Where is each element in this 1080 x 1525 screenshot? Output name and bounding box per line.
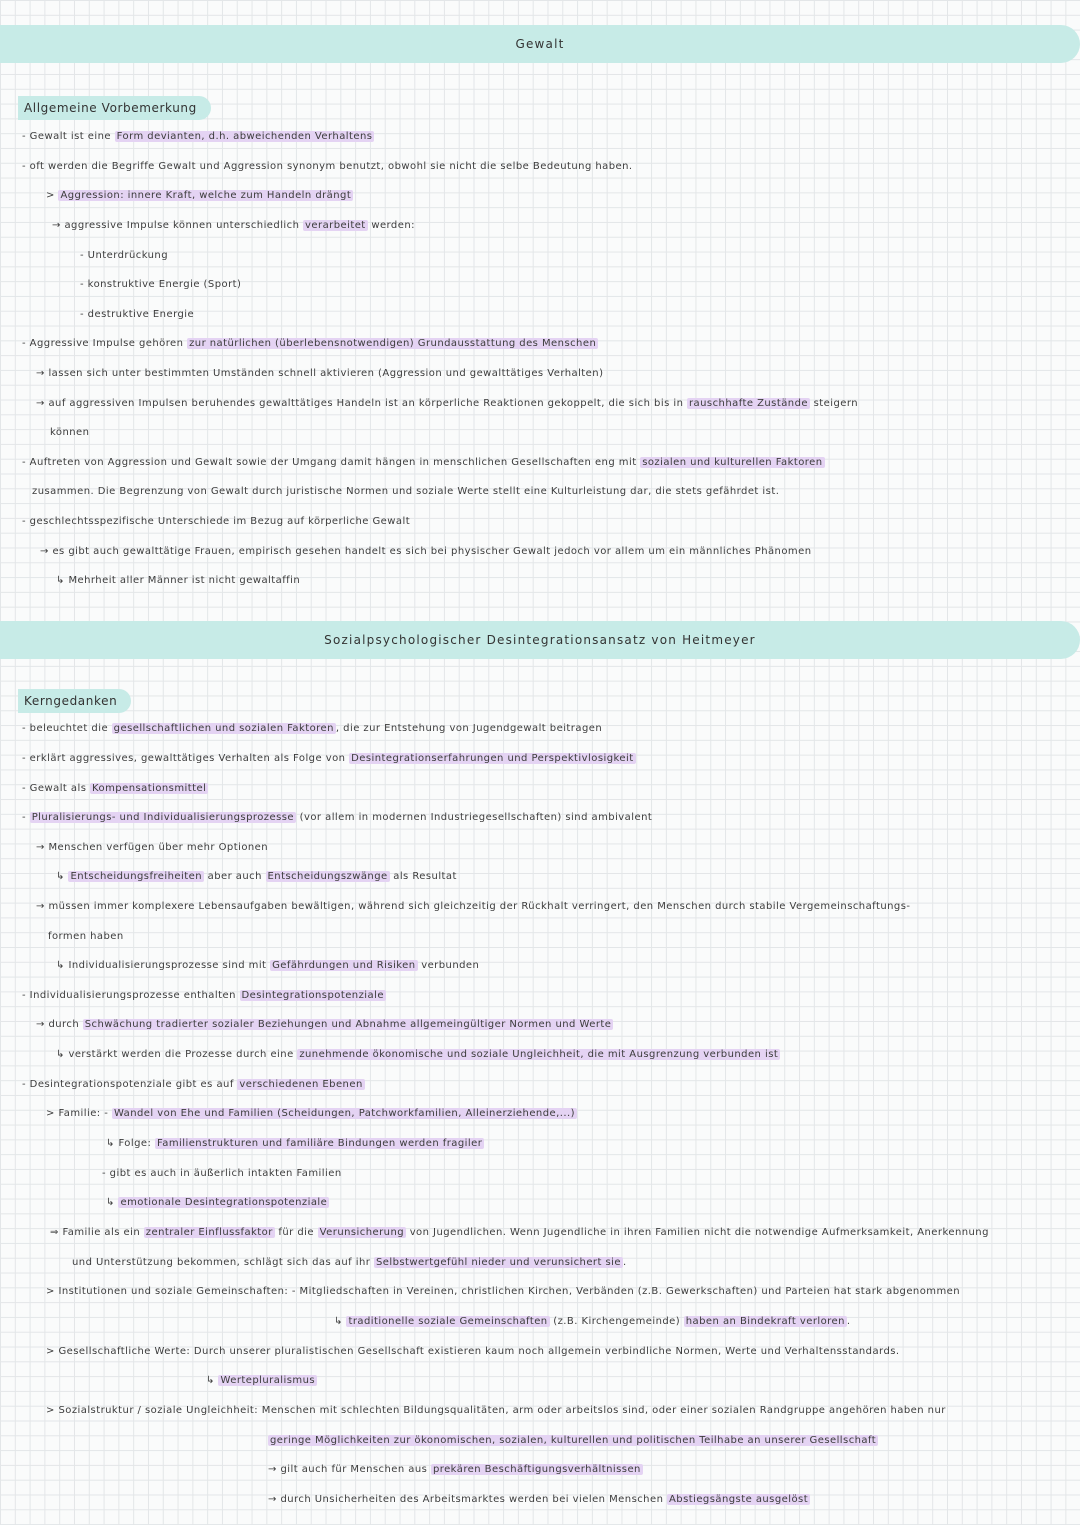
highlighted-text: prekären Beschäftigungsverhältnissen (432, 1464, 641, 1475)
note-line (22, 782, 208, 796)
note-line (36, 397, 858, 411)
note-text: . (623, 1257, 627, 1268)
highlighted-text: Entscheidungsfreiheiten (70, 871, 202, 882)
note-text: → durch (36, 1019, 83, 1030)
highlighted-text: geringe Möglichkeiten zur ökonomischen, sozialen, kulturellen und politischen Teilhabe an unserer Gesellschaft (270, 1435, 877, 1446)
note-text: können (50, 427, 90, 438)
note-text: - konstruktive Energie (Sport) (80, 279, 242, 290)
note-line (52, 219, 415, 233)
section-title: Gewalt (515, 37, 565, 51)
note-line (50, 426, 89, 440)
note-text: → es gibt auch gewalttätige Frauen, empirisch gesehen handelt es sich bei physischer Gewalt jedoch vor allem um ein männliches Phänomen (40, 546, 812, 557)
note-line (22, 160, 633, 174)
note-line (22, 752, 636, 766)
note-line (22, 989, 386, 1003)
highlighted-text: Familienstrukturen und familiäre Bindungen werden fragiler (156, 1138, 483, 1149)
note-line (72, 1256, 627, 1270)
note-text: ↳ Mehrheit aller Männer ist nicht gewaltaffin (56, 575, 301, 586)
note-line (22, 515, 410, 529)
subheading-kerngedanken: Kerngedanken (18, 689, 131, 713)
note-text: - Aggressive Impulse gehören (22, 338, 188, 349)
section-banner-heitmeyer (0, 621, 1080, 659)
note-line (268, 1463, 643, 1477)
note-text: - Auftreten von Aggression und Gewalt sowie der Umgang damit hängen in menschlichen Gesellschaften eng mit (22, 457, 641, 468)
note-text: - gibt es auch in äußerlich intakten Familien (102, 1168, 342, 1179)
note-line (22, 456, 825, 470)
note-line (334, 1315, 851, 1329)
note-line (22, 337, 598, 351)
note-line (50, 1226, 989, 1240)
note-text: . (846, 1316, 851, 1327)
note-line (46, 1345, 900, 1359)
note-text: > (46, 190, 59, 201)
note-line (36, 841, 268, 855)
note-text: von Jugendlichen. Wenn Jugendliche in ihren Familien nicht die notwendige Aufmerksamkeit, Anerkennung (406, 1227, 989, 1238)
section-title: Sozialpsychologischer Desintegrationsansatz von Heitmeyer (324, 633, 756, 647)
highlighted-text: Verunsicherung (319, 1227, 405, 1238)
note-text: - (22, 812, 30, 823)
note-line (56, 870, 457, 884)
note-text: - beleuchtet die (22, 723, 112, 734)
note-text: - oft werden die Begriffe Gewalt und Aggression synonym benutzt, obwohl sie nicht die selbe Bedeutung haben. (22, 161, 633, 172)
note-line (268, 1493, 810, 1507)
note-text: - Gewalt ist eine (22, 131, 115, 142)
note-text: > Institutionen und soziale Gemeinschaften: - Mitgliedschaften in Vereinen, christlichen Kirchen, Verbänden (z.B. Gewerkschaften) und Parteien hat stark abgenommen (46, 1286, 961, 1297)
highlighted-text: Kompensationsmittel (92, 783, 207, 794)
note-text: - erklärt aggressives, gewalttätiges Verhalten als Folge von (22, 753, 350, 764)
note-line (22, 1078, 365, 1092)
note-line (56, 1048, 780, 1062)
note-text: ↳ (334, 1316, 347, 1327)
note-line (36, 900, 910, 914)
highlighted-text: haben an Bindekraft verloren (685, 1316, 845, 1327)
note-line (80, 278, 241, 292)
note-line (268, 1434, 878, 1448)
note-text: > Familie: - (46, 1108, 112, 1119)
highlighted-text: verarbeitet (305, 220, 366, 231)
section-banner-gewalt (0, 25, 1080, 63)
note-line (32, 485, 779, 499)
note-text: steigern (809, 398, 859, 409)
highlighted-text: emotionale Desintegrationspotenziale (120, 1197, 328, 1208)
highlighted-text: zunehmende ökonomische und soziale Ungleichheit, die mit Ausgrenzung verbunden ist (299, 1049, 779, 1060)
note-line (102, 1167, 342, 1181)
note-text: formen haben (48, 931, 124, 942)
note-text: ↳ (56, 871, 69, 882)
note-text: (vor allem in modernen Industriegesellschaften) sind ambivalent (296, 812, 653, 823)
note-text: (z.B. Kirchengemeinde) (549, 1316, 684, 1327)
note-text: aber auch (203, 871, 266, 882)
note-text: verbunden (417, 960, 480, 971)
note-line (36, 1018, 613, 1032)
highlighted-text: Pluralisierungs- und Individualisierungsprozesse (31, 812, 295, 823)
note-text: - Desintegrationspotenziale gibt es auf (22, 1079, 238, 1090)
highlighted-text: Wandel von Ehe und Familien (Scheidungen, Patchworkfamilien, Alleinerziehende,...) (113, 1108, 575, 1119)
note-line (80, 308, 194, 322)
note-text: → aggressive Impulse können unterschiedlich (52, 220, 304, 231)
note-text: → auf aggressiven Impulsen beruhendes gewalttätiges Handeln ist an körperliche Reaktionen gekoppelt, die sich bis in (36, 398, 687, 409)
highlighted-text: rauschhafte Zustände (689, 398, 808, 409)
note-text: ↳ (106, 1197, 119, 1208)
highlighted-text: Selbstwertgefühl nieder und verunsichert sie (375, 1257, 621, 1268)
note-text: ⇒ Familie als ein (50, 1227, 144, 1238)
note-line (106, 1196, 329, 1210)
note-line (22, 811, 652, 825)
note-text: > Gesellschaftliche Werte: Durch unserer pluralistischen Gesellschaft existieren kaum noch allgemein verbindliche Normen, Werte und Verhaltensstandards. (46, 1346, 900, 1357)
note-text: → müssen immer komplexere Lebensaufgaben bewältigen, während sich gleichzeitig der Rückhalt verringert, den Menschen durch stabile Vergemeinschaftungs- (36, 901, 911, 912)
note-text: ↳ Individualisierungsprozesse sind mit (56, 960, 271, 971)
note-line (46, 189, 353, 203)
note-text: - geschlechtsspezifische Unterschiede im Bezug auf körperliche Gewalt (22, 516, 411, 527)
note-text: zusammen. Die Begrenzung von Gewalt durch juristische Normen und soziale Werte stellt eine Kulturleistung dar, die stets gefährdet ist. (32, 486, 780, 497)
note-line (106, 1137, 484, 1151)
note-line (46, 1404, 946, 1418)
highlighted-text: Form devianten, d.h. abweichenden Verhaltens (116, 131, 373, 142)
note-text: → lassen sich unter bestimmten Umständen schnell aktivieren (Aggression und gewalttätiges Verhalten) (36, 368, 604, 379)
note-text: → gilt auch für Menschen aus (268, 1464, 431, 1475)
highlighted-text: Abstiegsängste ausgelöst (668, 1494, 809, 1505)
highlighted-text: verschiedenen Ebenen (239, 1079, 363, 1090)
note-line (206, 1374, 317, 1388)
subheading-allgemeine-vorbemerkung: Allgemeine Vorbemerkung (18, 96, 211, 120)
note-text: → durch Unsicherheiten des Arbeitsmarktes werden bei vielen Menschen (268, 1494, 667, 1505)
note-line (36, 367, 603, 381)
note-text: → Menschen verfügen über mehr Optionen (36, 842, 269, 853)
highlighted-text: Aggression: innere Kraft, welche zum Handeln drängt (60, 190, 352, 201)
highlighted-text: sozialen und kulturellen Faktoren (642, 457, 823, 468)
note-text: ↳ (206, 1375, 219, 1386)
note-text: als Resultat (389, 871, 457, 882)
highlighted-text: zentraler Einflussfaktor (145, 1227, 273, 1238)
note-line (48, 930, 124, 944)
note-line (22, 130, 374, 144)
note-text: , die zur Entstehung von Jugendgewalt beitragen (335, 723, 603, 734)
note-line (56, 574, 300, 588)
note-text: - Individualisierungsprozesse enthalten (22, 990, 240, 1001)
note-text: - destruktive Energie (80, 309, 195, 320)
note-line (46, 1285, 960, 1299)
note-text: ↳ Folge: (106, 1138, 155, 1149)
highlighted-text: gesellschaftlichen und sozialen Faktoren (113, 723, 334, 734)
note-text: ↳ verstärkt werden die Prozesse durch eine (56, 1049, 298, 1060)
note-line (40, 545, 812, 559)
highlighted-text: Gefährdungen und Risiken (272, 960, 416, 971)
note-text: - Gewalt als (22, 783, 91, 794)
highlighted-text: traditionelle soziale Gemeinschaften (348, 1316, 548, 1327)
note-text: - Unterdrückung (80, 250, 169, 261)
highlighted-text: Schwächung tradierter sozialer Beziehungen und Abnahme allgemeingültiger Normen und Werte (84, 1019, 612, 1030)
highlighted-text: Desintegrationspotenziale (241, 990, 384, 1001)
highlighted-text: Desintegrationserfahrungen und Perspektivlosigkeit (351, 753, 634, 764)
highlighted-text: Entscheidungszwänge (267, 871, 388, 882)
note-text: werden: (367, 220, 415, 231)
note-text: für die (274, 1227, 318, 1238)
note-line (80, 249, 168, 263)
highlighted-text: zur natürlichen (überlebensnotwendigen) Grundausstattung des Menschen (189, 338, 597, 349)
note-text: > Sozialstruktur / soziale Ungleichheit: Menschen mit schlechten Bildungsqualitäten, arm oder arbeitslos sind, oder einer sozialen Randgruppe angehören haben nur (46, 1405, 946, 1416)
note-line (22, 722, 602, 736)
note-line (46, 1107, 577, 1121)
highlighted-text: Wertepluralismus (220, 1375, 316, 1386)
note-line (56, 959, 479, 973)
note-text: und Unterstützung bekommen, schlägt sich das auf ihr (72, 1257, 374, 1268)
